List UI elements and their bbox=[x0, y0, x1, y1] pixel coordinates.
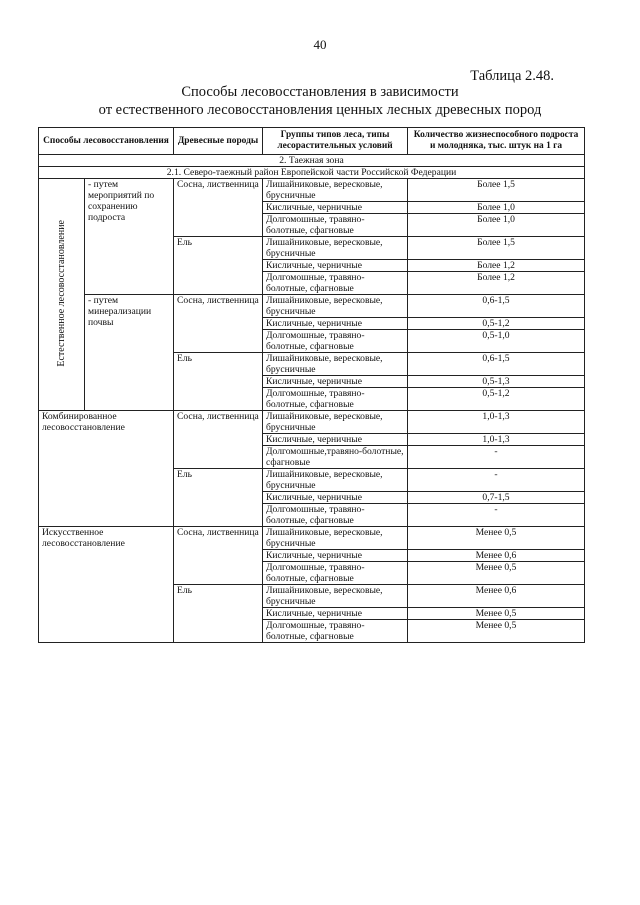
header-species: Древесные породы bbox=[174, 128, 263, 155]
region-row bbox=[39, 167, 585, 179]
forest-type-cell: Кисличные, черничные bbox=[263, 492, 408, 504]
quantity-cell: 1,0-1,3 bbox=[408, 411, 585, 434]
quantity-cell: 0,5-1,2 bbox=[408, 318, 585, 330]
forest-type-cell: Кисличные, черничные bbox=[263, 608, 408, 620]
table-row bbox=[39, 411, 585, 434]
quantity-cell: Более 1,5 bbox=[408, 237, 585, 260]
species-cell: Ель bbox=[174, 469, 263, 527]
quantity-cell: - bbox=[408, 446, 585, 469]
header-forest-types: Группы типов леса, типы лесорастительных условий bbox=[263, 128, 408, 155]
forest-type-cell: Кисличные, черничные bbox=[263, 202, 408, 214]
natural-method-label: Естественное лесовосстановление bbox=[56, 219, 67, 367]
forest-type-cell: Долгомошные, травяно-болотные, сфагновые bbox=[263, 504, 408, 527]
table-label: Таблица 2.48. bbox=[470, 68, 554, 84]
forest-type-cell: Лишайниковые, вересковые, брусничные bbox=[263, 527, 408, 550]
forest-type-cell: Лишайниковые, вересковые, брусничные bbox=[263, 237, 408, 260]
page-number: 40 bbox=[313, 37, 327, 52]
forest-type-cell: Долгомошные, травяно-болотные, сфагновые bbox=[263, 388, 408, 411]
forest-type-cell: Долгомошные, травяно-болотные, сфагновые bbox=[263, 272, 408, 295]
zone-cell: 2. Таежная зона bbox=[39, 155, 585, 167]
forest-type-cell: Долгомошные, травяно-болотные, сфагновые bbox=[263, 330, 408, 353]
table-header-row bbox=[39, 128, 585, 155]
quantity-cell: - bbox=[408, 469, 585, 492]
quantity-cell: Менее 0,5 bbox=[408, 527, 585, 550]
quantity-cell: 0,5-1,0 bbox=[408, 330, 585, 353]
forest-type-cell: Кисличные, черничные bbox=[263, 318, 408, 330]
header-quantity: Количество жизнеспособного подроста и молодняка, тыс. штук на 1 га bbox=[408, 128, 585, 155]
forest-type-cell: Лишайниковые, вересковые, брусничные bbox=[263, 469, 408, 492]
quantity-cell: 0,6-1,5 bbox=[408, 353, 585, 376]
forest-type-cell: Кисличные, черничные bbox=[263, 260, 408, 272]
species-cell: Ель bbox=[174, 585, 263, 643]
species-cell: Сосна, лиственница bbox=[174, 295, 263, 353]
table-row bbox=[39, 527, 585, 550]
quantity-cell: Более 1,2 bbox=[408, 272, 585, 295]
species-cell: Ель bbox=[174, 237, 263, 295]
forest-type-cell: Долгомошные, травяно-болотные, сфагновые bbox=[263, 620, 408, 643]
quantity-cell: Менее 0,5 bbox=[408, 608, 585, 620]
table-row bbox=[39, 295, 585, 318]
zone-row bbox=[39, 155, 585, 167]
artificial-method-cell: Искусственное лесовосстановление bbox=[39, 527, 174, 643]
species-cell: Сосна, лиственница bbox=[174, 527, 263, 585]
forest-type-cell: Кисличные, черничные bbox=[263, 376, 408, 388]
table-title-line-1: Способы лесовосстановления в зависимости bbox=[181, 84, 459, 100]
forest-type-cell: Лишайниковые, вересковые, брусничные bbox=[263, 353, 408, 376]
quantity-cell: Менее 0,5 bbox=[408, 562, 585, 585]
species-cell: Сосна, лиственница bbox=[174, 179, 263, 237]
forest-type-cell: Лишайниковые, вересковые, брусничные bbox=[263, 295, 408, 318]
forest-type-cell: Лишайниковые, вересковые, брусничные bbox=[263, 411, 408, 434]
quantity-cell: Менее 0,6 bbox=[408, 550, 585, 562]
quantity-cell: Менее 0,5 bbox=[408, 620, 585, 643]
table-row bbox=[39, 179, 585, 202]
forest-type-cell: Кисличные, черничные bbox=[263, 434, 408, 446]
quantity-cell: 0,6-1,5 bbox=[408, 295, 585, 318]
quantity-cell: Более 1,2 bbox=[408, 260, 585, 272]
forest-type-cell: Долгомошные, травяно-болотные, сфагновые bbox=[263, 562, 408, 585]
quantity-cell: 0,5-1,3 bbox=[408, 376, 585, 388]
species-cell: Ель bbox=[174, 353, 263, 411]
submethod-1-cell: - путем мероприятий по сохранению подроста bbox=[85, 179, 174, 295]
quantity-cell: 0,5-1,2 bbox=[408, 388, 585, 411]
quantity-cell: Более 1,0 bbox=[408, 202, 585, 214]
reforestation-table bbox=[38, 127, 585, 643]
forest-type-cell: Долгомошные, травяно-болотные, сфагновые bbox=[263, 214, 408, 237]
quantity-cell: 1,0-1,3 bbox=[408, 434, 585, 446]
quantity-cell: Более 1,0 bbox=[408, 214, 585, 237]
header-method: Способы лесовосстановления bbox=[39, 128, 174, 155]
table-title-line-2: от естественного лесовосстановления ценных лесных древесных пород bbox=[98, 102, 542, 118]
forest-type-cell: Лишайниковые, вересковые, брусничные bbox=[263, 585, 408, 608]
forest-type-cell: Лишайниковые, вересковые, брусничные bbox=[263, 179, 408, 202]
species-cell: Сосна, лиственница bbox=[174, 411, 263, 469]
forest-type-cell: Кисличные, черничные bbox=[263, 550, 408, 562]
forest-type-cell: Долгомошные,травяно-болотные, сфагновые bbox=[263, 446, 408, 469]
quantity-cell: - bbox=[408, 504, 585, 527]
submethod-2-cell: - путем минерализации почвы bbox=[85, 295, 174, 411]
natural-method-cell bbox=[39, 179, 85, 411]
quantity-cell: Более 1,5 bbox=[408, 179, 585, 202]
combined-method-cell: Комбинированное лесовосстановление bbox=[39, 411, 174, 527]
quantity-cell: Менее 0,6 bbox=[408, 585, 585, 608]
region-cell: 2.1. Северо-таежный район Европейской части Российской Федерации bbox=[39, 167, 585, 179]
quantity-cell: 0,7-1,5 bbox=[408, 492, 585, 504]
